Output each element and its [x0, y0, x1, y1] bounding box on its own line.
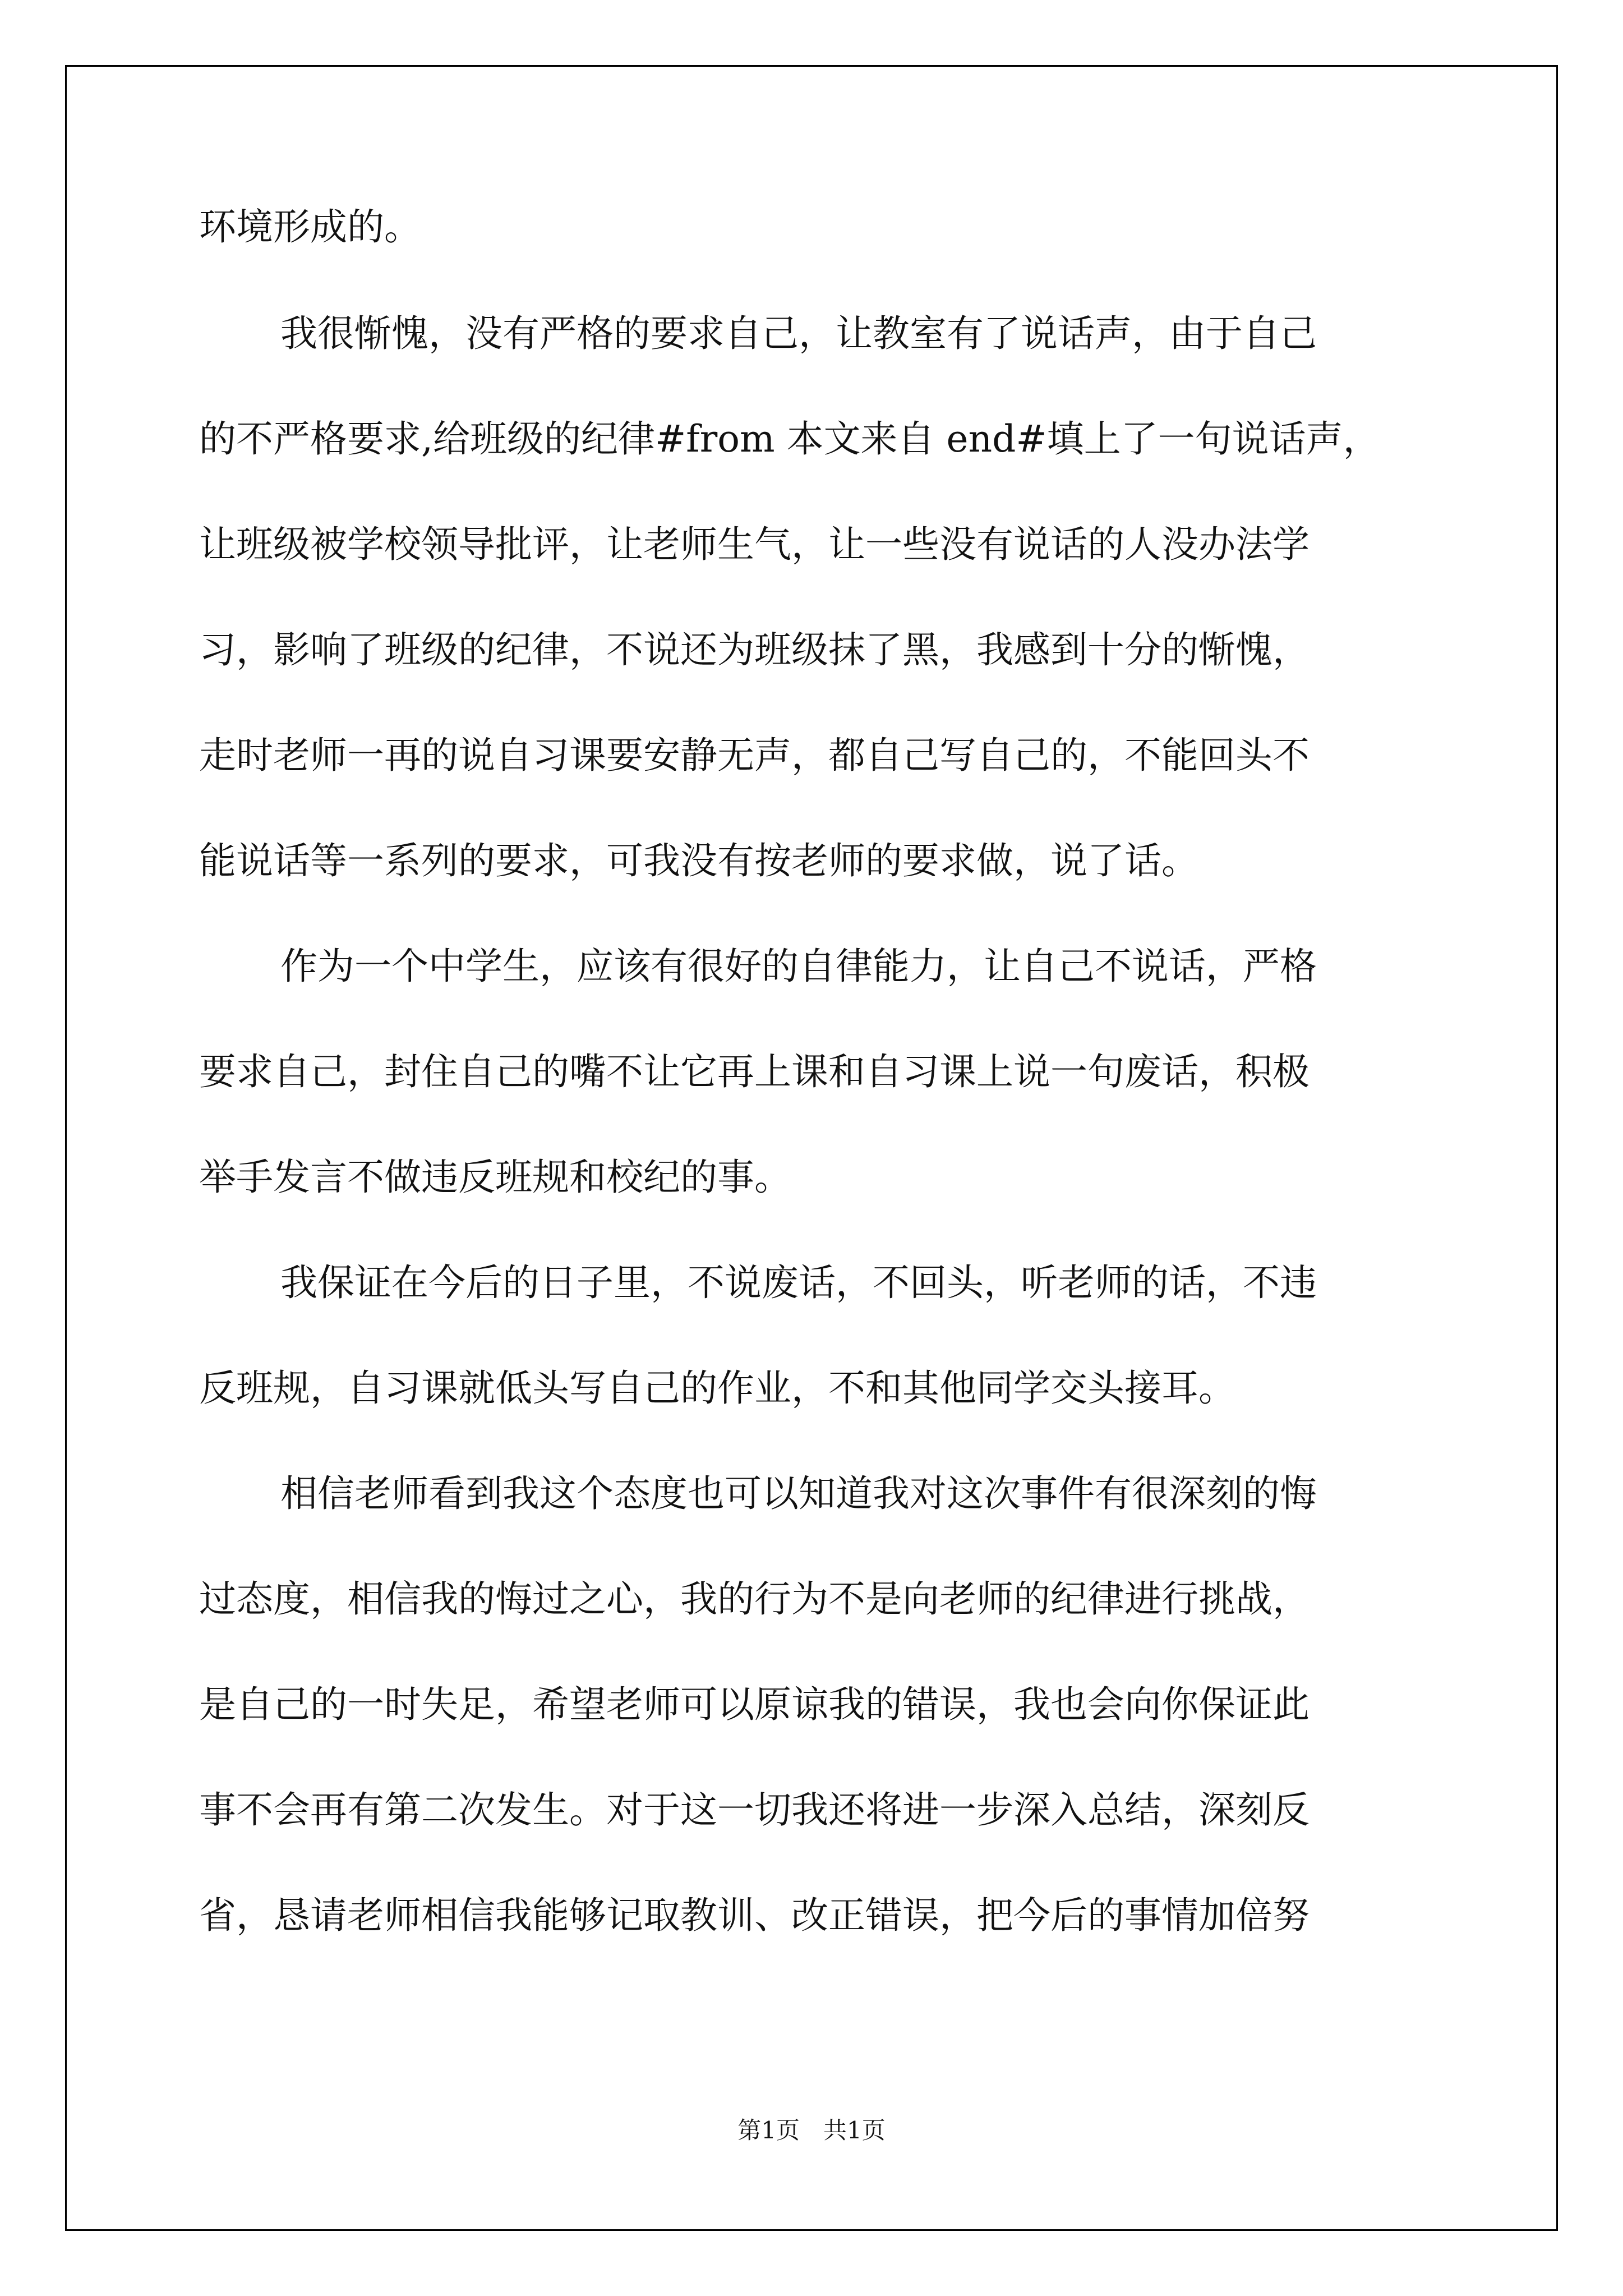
- text-line: 能说话等一系列的要求，可我没有按老师的要求做，说了话。: [199, 839, 1198, 882]
- text-line: 环境形成的。: [199, 205, 421, 249]
- text-line: 习，影响了班级的纪律，不说还为班级抹了黑，我感到十分的惭愧，: [199, 628, 1310, 671]
- text-line: 的不严格要求,给班级的纪律#from 本文来自 end#填上了一句说话声，: [199, 417, 1380, 461]
- text-line: 要求自己，封住自己的嘴不让它再上课和自习课上说一句废话，积极: [199, 1050, 1310, 1093]
- paragraph-start-line: 作为一个中学生，应该有很好的自律能力，让自己不说话，严格: [280, 945, 1317, 988]
- paragraph-start-line: 我很惭愧，没有严格的要求自己，让教室有了说话声，由于自己: [280, 312, 1317, 355]
- text-line: 省，恳请老师相信我能够记取教训、改正错误，把今后的事情加倍努: [199, 1894, 1310, 1937]
- text-line: 走时老师一再的说自习课要安静无声，都自己写自己的，不能回头不: [199, 734, 1310, 777]
- text-line: 事不会再有第二次发生。对于这一切我还将进一步深入总结，深刻反: [199, 1788, 1310, 1832]
- text-line: 是自己的一时失足，希望老师可以原谅我的错误，我也会向你保证此: [199, 1683, 1310, 1726]
- text-line: 举手发言不做违反班规和校纪的事。: [199, 1156, 791, 1199]
- text-line: 让班级被学校领导批评，让老师生气，让一些没有说话的人没办法学: [199, 523, 1310, 566]
- paragraph-start-line: 我保证在今后的日子里，不说废话，不回头，听老师的话，不违: [280, 1261, 1317, 1304]
- paragraph-start-line: 相信老师看到我这个态度也可以知道我对这次事件有很深刻的悔: [280, 1472, 1317, 1515]
- text-line: 反班规，自习课就低头写自己的作业，不和其他同学交头接耳。: [199, 1366, 1235, 1410]
- page-footer: 第1页 共1页: [737, 2116, 886, 2144]
- text-line: 过态度，相信我的悔过之心，我的行为不是向老师的纪律进行挑战，: [199, 1577, 1310, 1621]
